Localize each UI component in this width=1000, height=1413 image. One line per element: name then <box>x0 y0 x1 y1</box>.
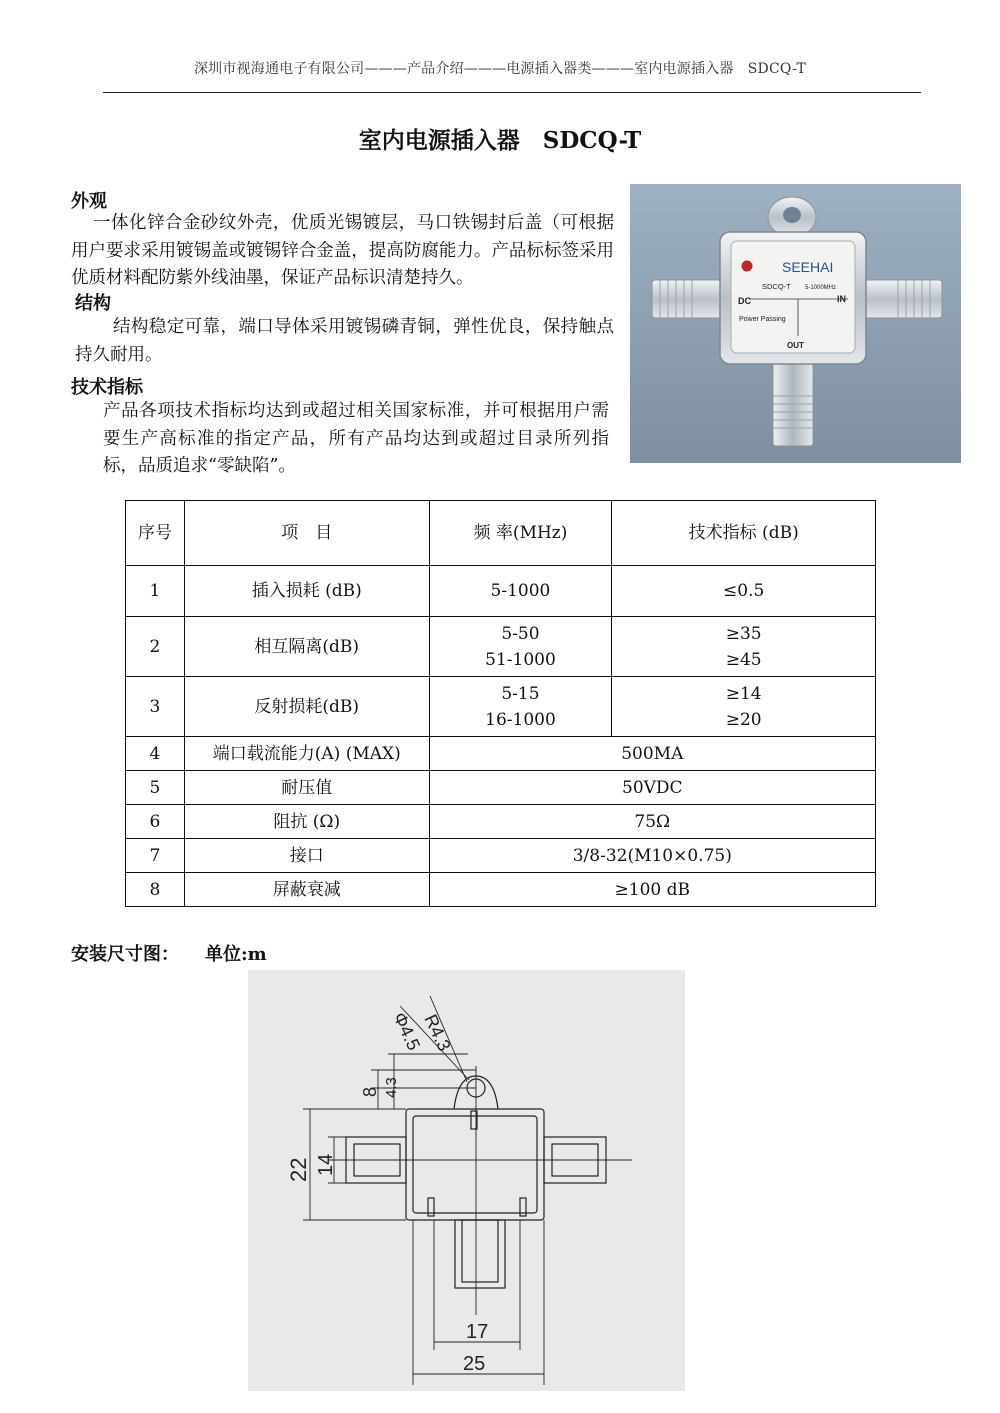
photo-freq: 5-1000MHz <box>805 285 837 291</box>
header-cell-freq: 频 率(MHz) <box>429 501 612 566</box>
photo-brand: SEEHAI <box>782 259 834 275</box>
cell-spec-line: ≥14 <box>725 683 762 704</box>
photo-out-label: OUT <box>787 341 804 350</box>
running-header: 深圳市视海通电子有限公司———产品介绍———电源插入器类———室内电源插入器 SDCQ-T <box>193 61 807 77</box>
cell-item: 屏蔽衰减 <box>184 873 429 907</box>
dim-body-height: 22 <box>286 1157 311 1182</box>
installation-label <box>71 940 267 966</box>
dimension-drawing <box>248 970 685 1391</box>
structure-text: 结构稳定可靠，端口导体采用镀锡磷青铜，弹性优良，保持触点持久耐用。 <box>75 317 614 365</box>
cell-item: 反射损耗(dB) <box>184 677 429 737</box>
photo-in-label: IN <box>837 294 846 304</box>
dim-body-width: 25 <box>463 1353 486 1375</box>
cell-freq-line: 16-1000 <box>485 709 556 730</box>
installation-unit: 单位:m <box>205 944 267 965</box>
table-row <box>126 617 876 677</box>
cell-value: 50VDC <box>429 771 875 805</box>
cell-freq <box>429 617 612 677</box>
spec-table <box>125 500 876 907</box>
cell-item: 接口 <box>184 839 429 873</box>
cell-spec-line: ≥45 <box>725 649 762 670</box>
photo-dc-label: DC <box>738 296 751 306</box>
table-header-row <box>126 501 876 566</box>
cell-spec: ≤0.5 <box>612 566 876 617</box>
cell-no: 3 <box>126 677 185 737</box>
table-row <box>126 873 876 907</box>
cell-no: 8 <box>126 873 185 907</box>
cell-value: 3/8-32(M10×0.75) <box>429 839 875 873</box>
table-row <box>126 677 876 737</box>
installation-title: 安装尺寸图： <box>71 944 179 965</box>
cell-item: 阻抗 (Ω) <box>184 805 429 839</box>
dim-slot-spacing: 17 <box>466 1321 489 1343</box>
cell-freq-line: 51-1000 <box>485 649 556 670</box>
cell-item: 耐压值 <box>184 771 429 805</box>
cell-value: 75Ω <box>429 805 875 839</box>
header-cell-spec: 技术指标 (dB) <box>612 501 876 566</box>
structure-heading: 结构 <box>75 293 111 314</box>
cell-spec <box>612 617 876 677</box>
cell-no: 5 <box>126 771 185 805</box>
dim-connector-height: 14 <box>315 1153 337 1176</box>
cell-freq: 5-1000 <box>429 566 612 617</box>
cell-no: 7 <box>126 839 185 873</box>
table-row <box>126 566 876 617</box>
cell-spec <box>612 677 876 737</box>
appearance-heading: 外观 <box>71 191 107 212</box>
cell-no: 1 <box>126 566 185 617</box>
cell-freq <box>429 677 612 737</box>
appearance-text: 一体化锌合金砂纹外壳，优质光锡镀层，马口铁锡封后盖（可根据用户要求采用镀锡盖或镀锡锌合金盖，提高防腐能力。产品标标签采用优质材料配防紫外线油墨，保证产品标识清楚持久。 <box>71 213 614 288</box>
cell-spec-line: ≥20 <box>725 709 762 730</box>
dim-ear-height: 8 <box>360 1086 380 1097</box>
photo-model: SDCQ-T <box>762 282 791 291</box>
cell-value: ≥100 dB <box>429 873 875 907</box>
dim-hole-diameter: Φ4.5 <box>389 1009 425 1054</box>
cell-spec-line: ≥35 <box>725 623 762 644</box>
header-cell-item: 项 目 <box>184 501 429 566</box>
photo-power-passing: Power Passing <box>739 316 786 323</box>
cell-freq-line: 5-15 <box>501 683 540 704</box>
table-row <box>126 771 876 805</box>
cell-no: 2 <box>126 617 185 677</box>
table-row <box>126 737 876 771</box>
specs-text: 产品各项技术指标均达到或超过相关国家标准，并可根据用户需要生产高标准的指定产品，所有产品均达到或超过目录所列指标，品质追求“零缺陷”。 <box>103 401 609 476</box>
cell-item: 相互隔离(dB) <box>184 617 429 677</box>
cell-value: 500MA <box>429 737 875 771</box>
header-cell-no: 序号 <box>126 501 185 566</box>
cell-item: 插入损耗 (dB) <box>184 566 429 617</box>
page-title: 室内电源插入器 SDCQ-T <box>358 127 642 154</box>
dim-radius: R4.3 <box>420 1011 455 1055</box>
cell-no: 6 <box>126 805 185 839</box>
specs-heading: 技术指标 <box>71 377 143 398</box>
header-rule <box>103 92 921 93</box>
table-row <box>126 839 876 873</box>
dim-ear-offset: 4.3 <box>383 1077 400 1098</box>
product-photo <box>630 184 961 463</box>
cell-no: 4 <box>126 737 185 771</box>
cell-freq-line: 5-50 <box>501 623 540 644</box>
cell-item: 端口载流能力(A) (MAX) <box>184 737 429 771</box>
table-row <box>126 805 876 839</box>
